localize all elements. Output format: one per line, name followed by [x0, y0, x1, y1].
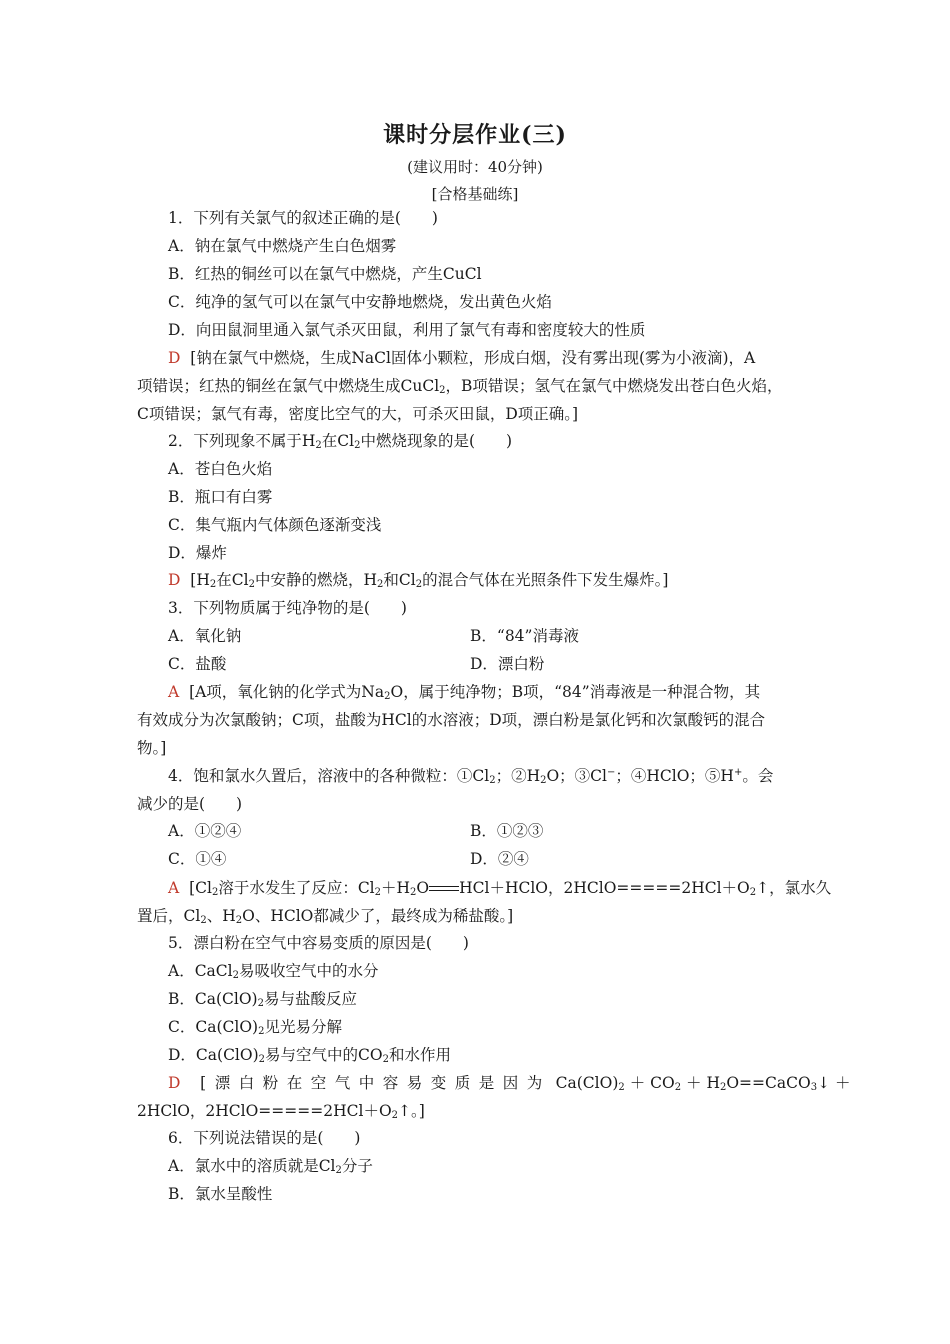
q1-explanation-line3: C项错误；氯气有毒，密度比空气的大，可杀灭田鼠，D项正确。]: [137, 405, 579, 423]
q6-option-b: B．氯水呈酸性: [168, 1185, 273, 1203]
section-label: [合格基础练]: [431, 185, 519, 203]
q3-answer: A: [168, 683, 180, 701]
q1-stem: 1．下列有关氯气的叙述正确的是( ): [168, 209, 438, 227]
q5-explanation-line2: 2HClO，$2HClO=====2HCl+O_2↑$。]: [137, 1102, 425, 1121]
q3-explanation-line2: 有效成分为次氯酸钠；C项，盐酸为HCl的水溶液；D项，漂白粉是氯化钙和次氯酸钙的混合: [137, 711, 766, 729]
q3-option-a: A．氧化钠: [168, 627, 242, 645]
q3-option-b: B．“84”消毒液: [470, 627, 579, 645]
q3-option-c: C．盐酸: [168, 655, 227, 673]
q2-option-d: D．爆炸: [168, 544, 227, 562]
q3-option-d: D．漂白粉: [470, 655, 545, 673]
q2-explanation: D [$H_2$在$Cl_2$中安静的燃烧，$H_2$和$Cl_2$的混合气体在光照条件下发生爆炸。]: [168, 571, 669, 590]
q5-answer: D: [168, 1074, 181, 1092]
q5-option-c: C．$Ca(ClO)_2$见光易分解: [168, 1018, 342, 1037]
q4-stem-line1: 4．饱和氯水久置后，溶液中的各种微粒：$①Cl_2$；$②H_2O$；③Cl−；④HClO；⑤H+。会: [168, 767, 774, 786]
q4-stem-line2: 减少的是( ): [137, 795, 243, 813]
q5-option-d: D．$Ca(ClO)_2$易与空气中的$CO_2$和水作用: [168, 1046, 451, 1065]
q4-option-b: B．①②③: [470, 822, 544, 840]
q5-stem: 5．漂白粉在空气中容易变质的原因是( ): [168, 934, 469, 952]
q1-option-b: B．红热的铜丝可以在氯气中燃烧，产生CuCl: [168, 265, 482, 283]
q6-stem: 6．下列说法错误的是( ): [168, 1129, 361, 1147]
q1-answer: D: [168, 349, 181, 367]
q4-option-c: C．①④: [168, 850, 227, 868]
q3-stem: 3．下列物质属于纯净物的是( ): [168, 599, 407, 617]
q2-option-b: B．瓶口有白雾: [168, 488, 273, 506]
q2-option-c: C．集气瓶内气体颜色逐渐变浅: [168, 516, 382, 534]
q1-explanation-line1: D [钠在氯气中燃烧，生成NaCl固体小颗粒，形成白烟，没有雾出现(雾为小液滴)，A: [168, 349, 756, 367]
q1-option-c: C．纯净的氢气可以在氯气中安静地燃烧，发出黄色火焰: [168, 293, 552, 311]
q2-option-a: A．苍白色火焰: [168, 460, 273, 478]
equilibrium-arrow-icon: [429, 884, 459, 894]
q2-answer: D: [168, 571, 181, 589]
q4-option-d: D．②④: [470, 850, 529, 868]
q4-option-a: A．①②④: [168, 822, 242, 840]
page-title: 课时分层作业(三): [383, 122, 567, 148]
q1-option-a: A．钠在氯气中燃烧产生白色烟雾: [168, 237, 397, 255]
q4-explanation-line1: A [$Cl_2$溶于水发生了反应：$Cl_2+H_2O$ HCl＋HClO，$2HClO=====2HCl+O_2↑$，氯水久: [168, 879, 832, 898]
q4-explanation-line2: 置后，$Cl_2$、$H_2O$、HClO都减少了，最终成为稀盐酸。]: [137, 907, 514, 926]
q6-option-a: A．氯水中的溶质就是$Cl_2$分子: [168, 1157, 373, 1176]
q2-stem: 2．下列现象不属于$H_2$在$Cl_2$中燃烧现象的是( ): [168, 432, 513, 451]
time-hint: (建议用时：40分钟): [407, 158, 543, 176]
q5-explanation-line1: D [漂白粉在空气中容易变质是因为 $Ca(ClO)_2 + CO_2$ ＋ $H_2O==CaCO_3↓$ ＋: [168, 1074, 851, 1093]
q5-option-b: B．$Ca(ClO)_2$易与盐酸反应: [168, 990, 358, 1009]
q4-answer: A: [168, 879, 180, 897]
q1-option-d: D．向田鼠洞里通入氯气杀灭田鼠，利用了氯气有毒和密度较大的性质: [168, 321, 646, 339]
q5-option-a: A．CaCl$_2$易吸收空气中的水分: [168, 962, 379, 981]
q1-explanation-line2: 项错误；红热的铜丝在氯气中燃烧生成CuCl$_2$，B项错误；氢气在氯气中燃烧发出苍白色火焰，: [137, 377, 783, 396]
q3-explanation-line1: A [A项，氧化钠的化学式为$Na_2O$，属于纯净物；B项，“84”消毒液是一种混合物，其: [168, 683, 761, 702]
q3-explanation-line3: 物。]: [137, 739, 167, 757]
